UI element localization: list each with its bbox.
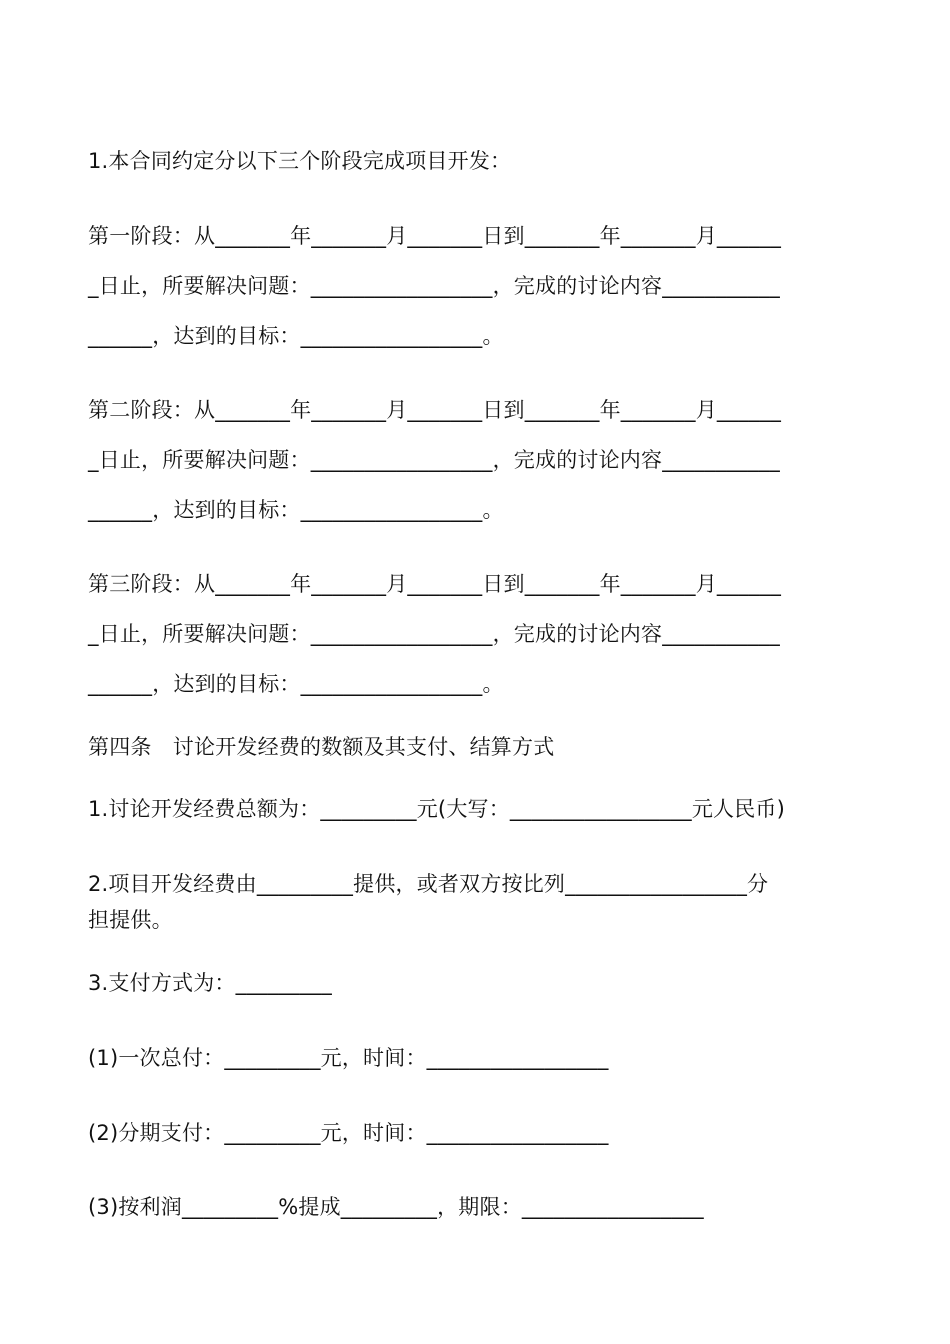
payment-option-2: (2)分期支付：_________元，时间：_________________ xyxy=(88,1121,609,1145)
stage-1-line-1: 第一阶段：从_______年_______月_______日到_______年_______月______ xyxy=(88,224,782,248)
stage-2-line-3: ______，达到的目标：_________________。 xyxy=(88,498,504,522)
article-4-item-1: 1.讨论开发经费总额为：_________元(大写：_________________元人民币) xyxy=(88,797,786,821)
stage-2-line-1: 第二阶段：从_______年_______月_______日到_______年_______月______ xyxy=(88,398,782,422)
article-4-item-2-line-2: 担提供。 xyxy=(88,908,173,932)
stage-3-line-2: _日止，所要解决问题：_________________，完成的讨论内容___________ xyxy=(88,622,780,646)
stage-1-line-3: ______，达到的目标：_________________。 xyxy=(88,324,504,348)
article-4-item-2-line-1: 2.项目开发经费由_________提供，或者双方按比列_________________分 xyxy=(88,872,769,896)
article-4-heading: 第四条 讨论开发经费的数额及其支付、结算方式 xyxy=(88,735,555,759)
stage-3-line-3: ______，达到的目标：_________________。 xyxy=(88,672,504,696)
stage-2-line-2: _日止，所要解决问题：_________________，完成的讨论内容___________ xyxy=(88,448,780,472)
stage-3-line-1: 第三阶段：从_______年_______月_______日到_______年_______月______ xyxy=(88,572,782,596)
payment-option-1: (1)一次总付：_________元，时间：_________________ xyxy=(88,1046,609,1070)
intro-item-1: 1.本合同约定分以下三个阶段完成项目开发： xyxy=(88,149,512,173)
stage-1-line-2: _日止，所要解决问题：_________________，完成的讨论内容___________ xyxy=(88,274,780,298)
article-4-item-3: 3.支付方式为：_________ xyxy=(88,971,332,995)
payment-option-3: (3)按利润_________%提成_________，期限：_________________ xyxy=(88,1195,704,1219)
